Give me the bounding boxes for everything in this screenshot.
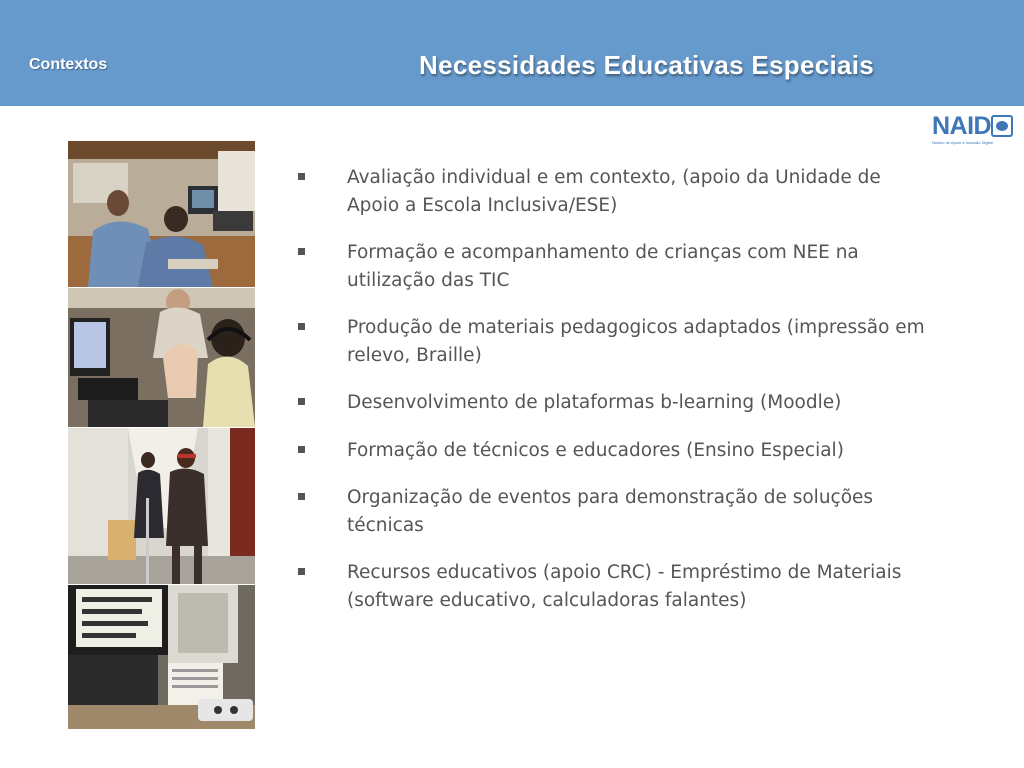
bullet-text: Organização de eventos para demonstração de soluções técnicas (347, 487, 874, 536)
bullet-square-icon (298, 323, 305, 330)
photo-braille-magnifier (68, 585, 255, 729)
bullet-text: Formação de técnicos e educadores (Ensino Especial) (347, 439, 844, 461)
photo-assistive-headset (68, 288, 255, 427)
list-item (293, 484, 933, 539)
photo-corridor-mobility (68, 428, 255, 584)
bullet-text: Desenvolvimento de plataformas b-learning (Moodle) (347, 392, 842, 413)
bullet-square-icon (298, 248, 305, 255)
eye-icon (991, 115, 1013, 137)
bullet-list (293, 164, 933, 634)
bullet-text: Avaliação individual e em contexto, (apoio da Unidade de Apoio a Escola Inclusiva/ESE) (347, 167, 881, 216)
logo-text: NAID (932, 112, 992, 140)
list-item (293, 389, 933, 417)
bullet-text: Recursos educativos (apoio CRC) - Empréstimo de Materiais (software educativo, calculadoras falantes) (347, 562, 902, 611)
section-label: Contextos (29, 56, 108, 73)
bullet-square-icon (298, 446, 305, 453)
photo-strip (68, 141, 255, 729)
list-item (293, 437, 933, 465)
bullet-text: Formação e acompanhamento de crianças com NEE na utilização das TIC (347, 242, 859, 291)
logo-subtitle: Núcleo de Apoio à Inclusão Digital (932, 140, 993, 145)
bullet-square-icon (298, 568, 305, 575)
naid-logo (930, 112, 1016, 146)
list-item (293, 239, 933, 294)
list-item (293, 314, 933, 369)
bullet-square-icon (298, 398, 305, 405)
bullet-square-icon (298, 493, 305, 500)
photo-computer-lab (68, 141, 255, 287)
slide-title: Necessidades Educativas Especiais (419, 50, 875, 80)
slide-header (0, 0, 1024, 106)
list-item (293, 164, 933, 219)
bullet-text: Produção de materiais pedagogicos adaptados (impressão em relevo, Braille) (347, 317, 925, 366)
bullet-square-icon (298, 173, 305, 180)
list-item (293, 559, 933, 614)
